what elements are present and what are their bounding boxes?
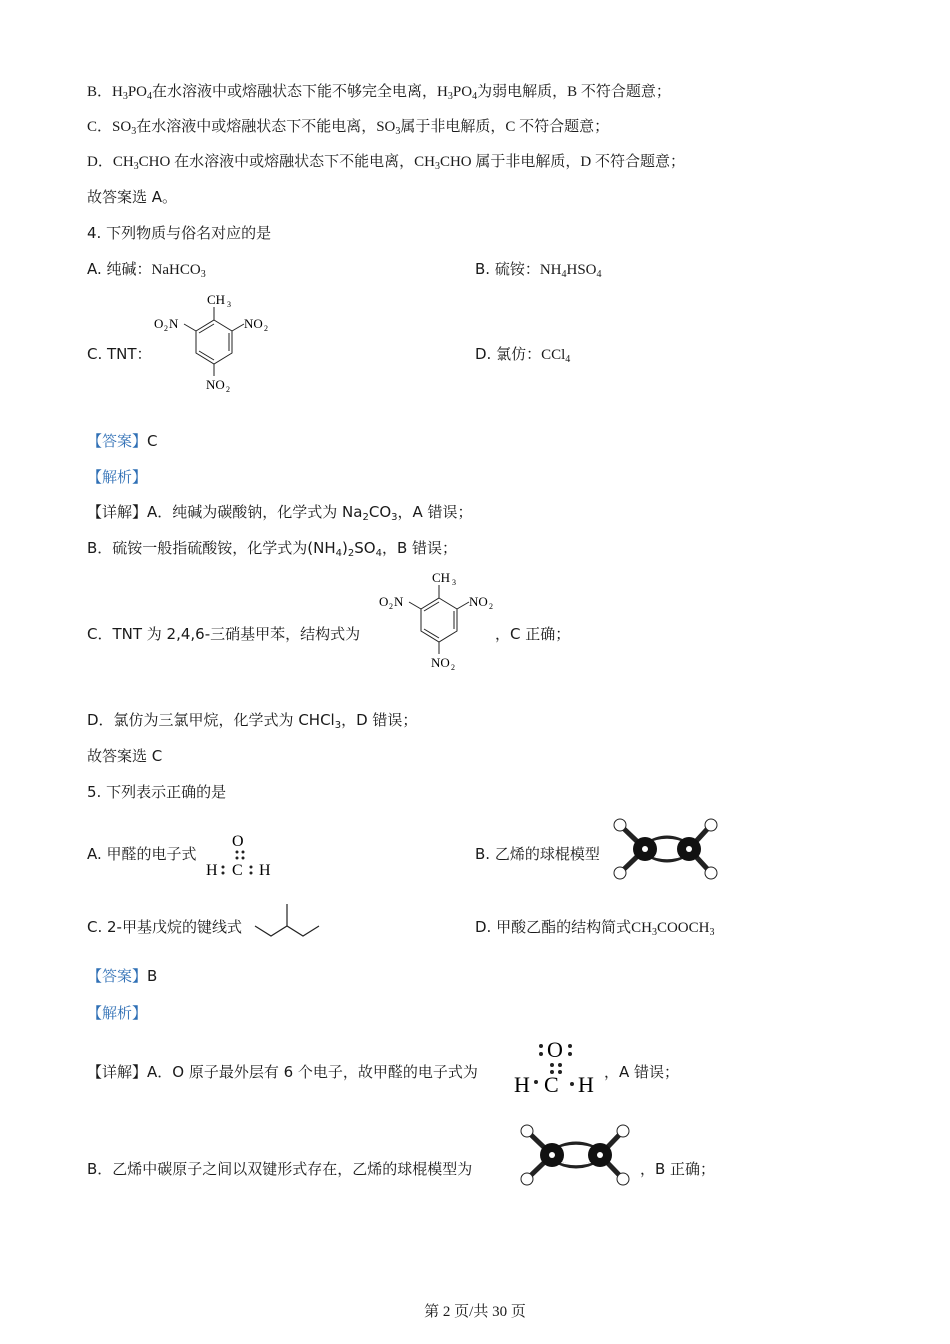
q4-answer: 【答案】C [87,432,158,450]
q5-detail-b-tail: ，B 正确； [640,1160,716,1178]
q5-option-b-label: B. 乙烯的球棍模型 [475,845,600,863]
q5-detail-a: 【详解】A．O 原子最外层有 6 个电子，故甲醛的电子式为 [87,1063,478,1081]
svg-text:CH: CH [432,570,451,585]
svg-text:NO: NO [431,655,450,670]
option-d-explanation: D．$CH_3CHO$ 在水溶液中或熔融状态下不能电离，$CH_3CHO$ 属于非电解质，D 不符合题意； [87,154,685,172]
svg-text:O: O [232,833,244,850]
q4-option-b: B. 硫铵：$NH_4HSO_4$ [475,260,602,280]
svg-text:2: 2 [451,663,455,672]
q4-detail-c: C．TNT 为 2,4,6-三硝基甲苯，结构式为 [87,625,361,643]
svg-text:H: H [514,1072,530,1096]
svg-text:N: N [394,594,404,609]
question-4-stem: 4. 下列物质与俗名对应的是 [87,224,272,242]
q4-final-answer: 故答案选 C [87,747,163,765]
formaldehyde-electron-formula-detail [512,1032,608,1096]
svg-text:NO: NO [206,377,225,392]
svg-text:2: 2 [489,602,493,611]
q5-option-c-label: C. 2-甲基戊烷的键线式 [87,918,242,936]
q4-analysis-tag: 【解析】 [87,468,148,486]
q5-option-d: D. 甲酸乙酯的结构简式$CH_3COOCH_3$ [475,918,715,938]
svg-text:C: C [232,862,243,879]
option-c-explanation: C．$SO_3$在水溶液中或熔融状态下不能电离，$SO_3$属于非电解质，C 不符合题意； [87,119,610,137]
q5-detail-b: B．乙烯中碳原子之间以双键形式存在，乙烯的球棍模型为 [87,1160,473,1178]
svg-text:C: C [544,1072,559,1096]
svg-text:H: H [206,862,218,879]
svg-text:2: 2 [264,324,268,333]
svg-text:H: H [259,862,271,879]
svg-text:H: H [578,1072,594,1096]
svg-text:O: O [547,1037,563,1062]
ethylene-ball-stick-model-detail [512,1118,637,1192]
q4-option-a: A. 纯碱：NaHCO$_3$ [87,260,206,280]
svg-text:NO: NO [244,316,263,331]
previous-answer-conclusion: 故答案选 A。 [87,188,178,206]
q5-option-a-label: A. 甲醛的电子式 [87,845,197,863]
option-b-explanation: B．$H_3PO_4$在水溶液中或熔融状态下能不够完全电离，$H_3PO_4$为弱电解质，B 不符合题意； [87,84,671,102]
page-footer: 第 2 页/共 30 页 [424,1304,526,1320]
q4-detail-b: B．硫铵一般指硫酸铵，化学式为$(NH_4)_2SO_4$，B 错误； [87,539,458,559]
question-5-stem: 5. 下列表示正确的是 [87,783,227,801]
q4-detail-a: 【详解】A．纯碱为碳酸钠，化学式为 $Na_2CO_3$，A 错误； [87,503,473,523]
svg-text:O: O [379,594,389,609]
svg-text:NO: NO [469,594,488,609]
formaldehyde-electron-formula [204,828,276,880]
svg-text:O: O [154,316,164,331]
ethylene-ball-stick-model [605,812,725,886]
q4-option-c-label: C. TNT： [87,345,152,363]
svg-text:2: 2 [164,324,168,333]
q5-detail-a-tail: ，A 错误； [604,1063,680,1081]
methylpentane-skeletal-formula [253,900,325,940]
q4-detail-c-tail: ，C 正确； [495,625,571,643]
svg-text:3: 3 [452,578,456,587]
svg-text:3: 3 [227,300,231,309]
q4-option-d: D. 氯仿：CCl$_4$ [475,345,571,365]
tnt-structure-diagram-detail [375,566,505,676]
svg-text:CH: CH [207,292,226,307]
q5-answer: 【答案】B [87,967,158,985]
svg-text:N: N [169,316,179,331]
svg-text:2: 2 [226,385,230,394]
q4-detail-d: D．氯仿为三氯甲烷，化学式为 CHCl$_3$，D 错误； [87,711,418,731]
tnt-structure-diagram [150,288,280,398]
q5-analysis-tag: 【解析】 [87,1004,148,1022]
svg-text:2: 2 [389,602,393,611]
